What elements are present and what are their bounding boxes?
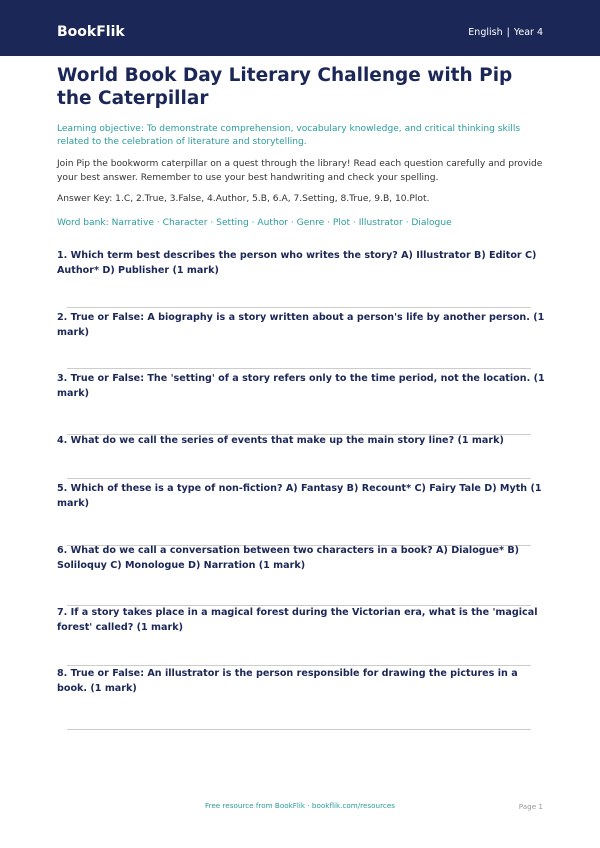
intro-text: Join Pip the bookworm caterpillar on a quest through the library! Read each question carefully and provide your best answer. Remember to use your best handwriting and check your spelling. <box>57 159 543 183</box>
question-4: 4. What do we call the series of events that make up the main story line? (1 mark) <box>57 435 504 446</box>
question-6: 6. What do we call a conversation between two characters in a book? A) Dialogue* B) Soliloquy C) Monologue D) Narration (1 mark) <box>57 545 520 571</box>
answer-line-2[interactable] <box>67 368 531 369</box>
answer-line-7[interactable] <box>67 665 531 666</box>
year-label: Year 4 <box>513 27 543 38</box>
question-3: 3. True or False: The 'setting' of a story refers only to the time period, not the location. (1 mark) <box>57 373 545 399</box>
question-1: 1. Which term best describes the person who writes the story? A) Illustrator B) Editor C) Author* D) Publisher (1 mark) <box>57 250 537 276</box>
question-8: 8. True or False: An illustrator is the person responsible for drawing the pictures in a book. (1 mark) <box>57 668 518 694</box>
answer-line-4[interactable] <box>67 478 531 479</box>
learning-objective: Learning objective: To demonstrate comprehension, vocabulary knowledge, and critical thinking skills related to the celebration of literature and storytelling. <box>57 124 521 147</box>
question-5: 5. Which of these is a type of non-fiction? A) Fantasy B) Recount* C) Fairy Tale D) Myth (1 mark) <box>57 483 542 509</box>
answer-key: Answer Key: 1.C, 2.True, 3.False, 4.Author, 5.B, 6.A, 7.Setting, 8.True, 9.B, 10.Plot. <box>57 194 430 204</box>
answer-line-8[interactable] <box>67 729 531 730</box>
brand-logo[interactable]: BookFlik <box>57 24 125 40</box>
subject-separator: | <box>506 27 510 38</box>
footer-credit[interactable]: Free resource from BookFlik · bookflik.com/resources <box>204 801 396 810</box>
page-number: Page 1 <box>518 802 543 811</box>
question-2: 2. True or False: A biography is a story written about a person's life by another person. (1 mark) <box>57 312 545 338</box>
question-7: 7. If a story takes place in a magical forest during the Victorian era, what is the 'magical forest' called? (1 mark) <box>57 607 538 633</box>
header-bar <box>0 0 600 56</box>
subject-label: English <box>468 27 503 38</box>
subject-year <box>468 27 543 39</box>
page-title: World Book Day Literary Challenge with Pip the Caterpillar <box>57 65 513 109</box>
answer-line-1[interactable] <box>67 307 531 308</box>
word-bank: Word bank: Narrative · Character · Setting · Author · Genre · Plot · Illustrator · Dialogue <box>57 218 452 228</box>
